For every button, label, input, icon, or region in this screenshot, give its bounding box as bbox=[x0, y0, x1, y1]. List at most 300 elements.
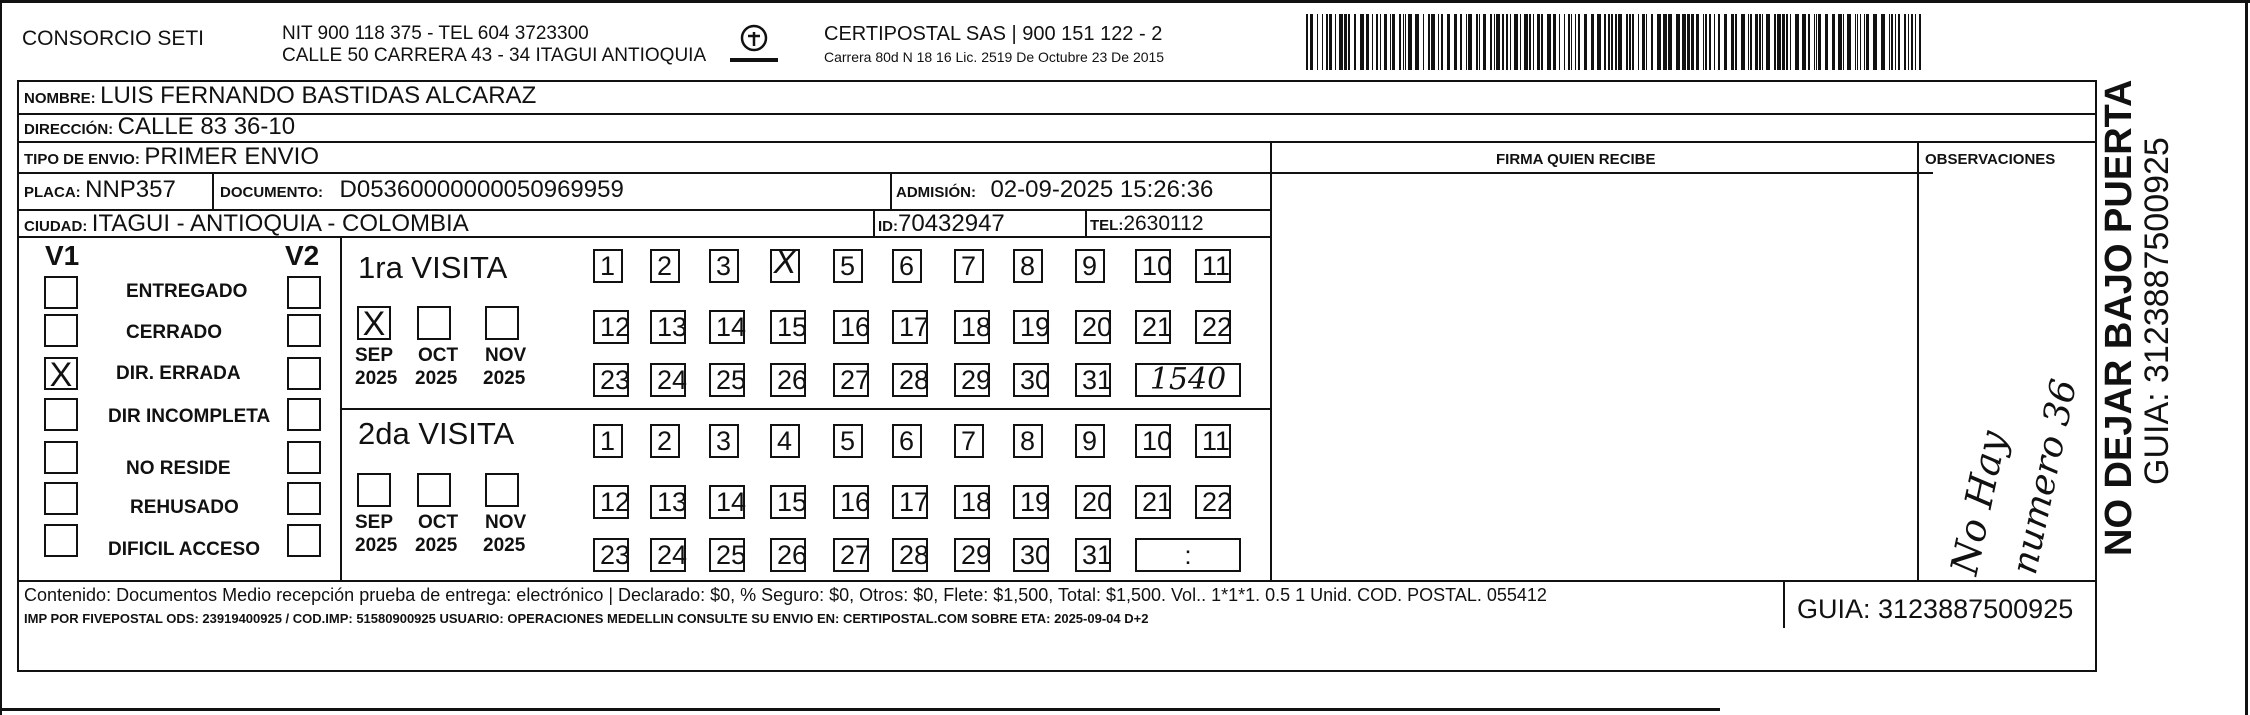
nombre-field bbox=[24, 84, 536, 108]
col-line bbox=[1085, 209, 1087, 237]
barcode-bar bbox=[1847, 14, 1851, 70]
day-box[interactable] bbox=[1013, 538, 1049, 572]
barcode-bar bbox=[1816, 14, 1817, 70]
day-number: 13 bbox=[657, 312, 688, 342]
barcode-bar bbox=[1786, 14, 1788, 70]
month-label: SEP bbox=[355, 345, 394, 366]
day-number: 3 bbox=[716, 426, 732, 456]
month-label: SEP bbox=[355, 512, 394, 533]
day-box[interactable] bbox=[650, 310, 686, 344]
top-border bbox=[0, 0, 2250, 3]
status-v1-checkbox[interactable] bbox=[44, 276, 78, 309]
v1-label: V1 bbox=[45, 240, 80, 271]
barcode-bar bbox=[1873, 14, 1877, 70]
barcode-bar bbox=[1317, 14, 1318, 70]
day-box[interactable] bbox=[954, 424, 984, 458]
barcode-bar bbox=[1629, 14, 1631, 70]
day-box[interactable] bbox=[954, 485, 990, 519]
day-number: 31 bbox=[1082, 365, 1113, 395]
documento-field bbox=[220, 178, 624, 202]
day-number: 18 bbox=[961, 487, 992, 517]
certipostal-license: Carrera 80d N 18 16 Lic. 2519 De Octubre 23 De 2015 bbox=[824, 49, 1165, 65]
checkbox-x-mark: X bbox=[49, 356, 73, 394]
day-number: 30 bbox=[1020, 540, 1051, 570]
status-v1-checkbox[interactable] bbox=[44, 524, 78, 557]
barcode-bar bbox=[1657, 14, 1661, 70]
side-guia: GUIA: 3123887500925 bbox=[2138, 137, 2176, 485]
barcode-bar bbox=[1408, 14, 1412, 70]
barcode-bar bbox=[1626, 14, 1628, 70]
barcode-bar bbox=[1431, 14, 1435, 70]
barcode-bar bbox=[1691, 14, 1694, 70]
day-box[interactable] bbox=[1135, 310, 1171, 344]
documento-value: D05360000000050969959 bbox=[339, 176, 624, 203]
barcode-bar bbox=[1496, 14, 1500, 70]
day-box[interactable] bbox=[954, 310, 990, 344]
day-box[interactable] bbox=[709, 424, 739, 458]
status-label: DIR. ERRADA bbox=[116, 363, 241, 384]
barcode-bar bbox=[1399, 14, 1401, 70]
side-warning: NO DEJAR BAJO PUERTA bbox=[2098, 79, 2140, 556]
day-number: 21 bbox=[1142, 487, 1173, 517]
day-number: 26 bbox=[777, 365, 808, 395]
status-v1-checkbox[interactable] bbox=[44, 482, 78, 515]
admision-field bbox=[896, 178, 1213, 202]
day-box[interactable] bbox=[1195, 249, 1231, 283]
barcode-bar bbox=[1895, 14, 1896, 70]
day-box[interactable] bbox=[650, 363, 686, 397]
col-line bbox=[340, 236, 342, 582]
day-box[interactable] bbox=[593, 249, 623, 283]
barcode-bar bbox=[1911, 14, 1913, 70]
day-box[interactable] bbox=[892, 249, 922, 283]
placa-value: NNP357 bbox=[85, 176, 176, 203]
barcode-bar bbox=[1441, 14, 1443, 70]
status-v2-checkbox[interactable] bbox=[287, 357, 321, 390]
day-box[interactable] bbox=[770, 485, 806, 519]
barcode-bar bbox=[1759, 14, 1761, 70]
col-line bbox=[1270, 141, 1272, 582]
documento-label: DOCUMENTO: bbox=[220, 184, 324, 201]
day-box[interactable] bbox=[1013, 310, 1049, 344]
day-box[interactable] bbox=[770, 424, 800, 458]
day-box[interactable] bbox=[1075, 363, 1111, 397]
barcode-bar bbox=[1537, 14, 1540, 70]
barcode-bar bbox=[1348, 14, 1350, 70]
day-box[interactable] bbox=[709, 485, 745, 519]
time-box[interactable] bbox=[1135, 538, 1241, 572]
col-line bbox=[1917, 141, 1919, 582]
month-checkbox[interactable] bbox=[485, 473, 519, 507]
status-label: DIFICIL ACCESO bbox=[108, 539, 261, 560]
direccion-label: DIRECCIÓN: bbox=[24, 121, 114, 138]
day-box[interactable] bbox=[593, 363, 629, 397]
day-box[interactable] bbox=[833, 249, 863, 283]
day-number: 12 bbox=[600, 312, 631, 342]
barcode-bar bbox=[1818, 14, 1821, 70]
day-number: 14 bbox=[716, 487, 747, 517]
day-box[interactable] bbox=[833, 363, 869, 397]
barcode-bar bbox=[1568, 14, 1570, 70]
visit1-title: 1ra VISITA bbox=[358, 250, 508, 285]
day-box[interactable] bbox=[833, 538, 869, 572]
status-label: NO RESIDE bbox=[126, 458, 231, 479]
barcode-bar bbox=[1405, 14, 1406, 70]
barcode-bar bbox=[1709, 14, 1711, 70]
barcode-bar bbox=[1376, 14, 1378, 70]
status-v2-checkbox[interactable] bbox=[287, 441, 321, 474]
firma-label: FIRMA QUIEN RECIBE bbox=[1496, 151, 1656, 168]
admision-label: ADMISIÓN: bbox=[896, 184, 976, 201]
barcode-bar bbox=[1615, 14, 1617, 70]
barcode-bar bbox=[1618, 14, 1622, 70]
barcode-bar bbox=[1510, 14, 1511, 70]
barcode-bar bbox=[1889, 14, 1890, 70]
day-number: 25 bbox=[716, 365, 747, 395]
day-number: 29 bbox=[961, 540, 992, 570]
day-number: 22 bbox=[1202, 312, 1233, 342]
certipostal-info: CERTIPOSTAL SAS | 900 151 122 - 2 bbox=[824, 23, 1163, 45]
barcode-bar bbox=[1825, 14, 1828, 70]
status-v2-checkbox[interactable] bbox=[287, 398, 321, 431]
barcode-bar bbox=[1766, 14, 1770, 70]
placa-label: PLACA: bbox=[24, 184, 81, 201]
barcode-bar bbox=[1479, 14, 1480, 70]
day-number: 27 bbox=[840, 365, 871, 395]
barcode-bar bbox=[1460, 14, 1462, 70]
barcode bbox=[1304, 14, 1926, 70]
day-number: 10 bbox=[1142, 251, 1173, 281]
barcode-bar bbox=[1339, 14, 1343, 70]
col-line bbox=[873, 209, 875, 237]
handwritten-note-1: No Hay bbox=[1942, 427, 2016, 579]
direccion-value: CALLE 83 36-10 bbox=[117, 113, 296, 140]
admision-value: 02-09-2025 15:26:36 bbox=[990, 176, 1214, 203]
month-checkbox[interactable] bbox=[357, 473, 391, 507]
day-number: 28 bbox=[899, 365, 930, 395]
barcode-bar bbox=[1597, 14, 1601, 70]
day-box[interactable] bbox=[770, 363, 806, 397]
barcode-bar bbox=[1755, 14, 1758, 70]
barcode-bar bbox=[1919, 14, 1921, 70]
barcode-bar bbox=[1553, 14, 1556, 70]
barcode-bar bbox=[1904, 14, 1906, 70]
barcode-bar bbox=[1326, 14, 1328, 70]
day-box[interactable] bbox=[1135, 485, 1171, 519]
day-number: 22 bbox=[1202, 487, 1233, 517]
day-box[interactable] bbox=[1013, 363, 1049, 397]
observaciones-label: OBSERVACIONES bbox=[1925, 151, 2056, 168]
ciudad-label: CIUDAD: bbox=[24, 218, 88, 235]
barcode-bar bbox=[1908, 14, 1909, 70]
row-line bbox=[17, 113, 2097, 115]
day-box[interactable] bbox=[1075, 538, 1111, 572]
row-line bbox=[17, 172, 1933, 174]
barcode-bar bbox=[1864, 14, 1865, 70]
barcode-bar bbox=[1741, 14, 1745, 70]
day-number: 7 bbox=[961, 251, 977, 281]
barcode-bar bbox=[1724, 14, 1727, 70]
tel-field bbox=[1090, 213, 1204, 234]
status-label: REHUSADO bbox=[130, 497, 239, 518]
day-number: 19 bbox=[1020, 312, 1051, 342]
checkbox-x-mark: X bbox=[362, 305, 386, 343]
day-number: 19 bbox=[1020, 487, 1051, 517]
time-value: : bbox=[1184, 540, 1192, 570]
company-address: CALLE 50 CARRERA 43 - 34 ITAGUI ANTIOQUIA bbox=[282, 45, 707, 66]
day-box[interactable] bbox=[709, 363, 745, 397]
year-label: 2025 bbox=[415, 368, 458, 389]
day-number: 8 bbox=[1020, 251, 1036, 281]
barcode-bar bbox=[1344, 14, 1347, 70]
barcode-bar bbox=[1547, 14, 1551, 70]
day-number: 4 bbox=[777, 426, 793, 456]
day-number: 2 bbox=[657, 251, 673, 281]
day-number: 14 bbox=[716, 312, 747, 342]
row-line bbox=[341, 408, 1271, 410]
day-number: 15 bbox=[777, 487, 808, 517]
tel-label: TEL: bbox=[1090, 217, 1124, 234]
v2-label: V2 bbox=[285, 240, 320, 271]
barcode-bar bbox=[1663, 14, 1667, 70]
direccion-field bbox=[24, 115, 295, 139]
barcode-bar bbox=[1795, 14, 1799, 70]
day-box[interactable] bbox=[892, 310, 928, 344]
barcode-bar bbox=[1392, 14, 1395, 70]
barcode-bar bbox=[1777, 14, 1781, 70]
barcode-bar bbox=[1584, 14, 1587, 70]
day-box[interactable] bbox=[1135, 249, 1171, 283]
barcode-bar bbox=[1646, 14, 1647, 70]
day-box[interactable] bbox=[1013, 249, 1043, 283]
tel-value: 2630112 bbox=[1123, 212, 1204, 235]
barcode-bar bbox=[1384, 14, 1387, 70]
barcode-bar bbox=[1541, 14, 1543, 70]
time-box[interactable] bbox=[1135, 363, 1241, 397]
barcode-bar bbox=[1438, 14, 1439, 70]
day-number: 16 bbox=[840, 312, 871, 342]
status-label: DIR INCOMPLETA bbox=[108, 406, 271, 427]
day-number: 18 bbox=[961, 312, 992, 342]
day-number: 15 bbox=[777, 312, 808, 342]
id-label: ID: bbox=[878, 218, 898, 235]
status-v1-checkbox[interactable] bbox=[44, 398, 78, 431]
month-checkbox[interactable] bbox=[357, 305, 391, 343]
day-box[interactable] bbox=[833, 310, 869, 344]
footer-imp: IMP POR FIVEPOSTAL ODS: 23919400925 / COD.IMP: 51580900925 USUARIO: OPERACIONES MEDELLIN CONSULTE SU ENVIO EN: CERTIPOSTAL.COM SOBRE ETA: 2025-09-04 D+2 bbox=[24, 611, 1149, 626]
barcode-bar bbox=[1366, 14, 1369, 70]
day-number: 11 bbox=[1202, 426, 1231, 456]
col-line bbox=[212, 172, 214, 210]
col-line bbox=[1783, 580, 1785, 628]
barcode-bar bbox=[1564, 14, 1565, 70]
day-box[interactable] bbox=[770, 243, 800, 283]
day-x-mark: X bbox=[773, 243, 797, 281]
col-line bbox=[890, 172, 892, 210]
footer-contenido: Contenido: Documentos Medio recepción prueba de entrega: electrónico | Declarado: $0, % Seguro: $0, Otros: $0, Flete: $1,500, Total: $1,500. Vol.. 1*1*1. 0.5 1 Unid. COD. POSTAL. 055412 bbox=[24, 585, 1547, 605]
day-box[interactable] bbox=[593, 538, 629, 572]
status-v2-checkbox[interactable] bbox=[287, 314, 321, 347]
barcode-bar bbox=[1415, 14, 1419, 70]
day-number: 8 bbox=[1020, 426, 1036, 456]
day-box[interactable] bbox=[650, 538, 686, 572]
day-number: 17 bbox=[899, 487, 930, 517]
day-box[interactable] bbox=[892, 363, 928, 397]
tipo-label: TIPO DE ENVIO: bbox=[24, 151, 140, 168]
form-frame bbox=[17, 80, 2097, 672]
barcode-bar bbox=[1762, 14, 1763, 70]
month-label: OCT bbox=[418, 512, 459, 533]
barcode-bar bbox=[1611, 14, 1613, 70]
day-box[interactable] bbox=[709, 249, 739, 283]
day-box[interactable] bbox=[1195, 424, 1231, 458]
day-box[interactable] bbox=[593, 310, 629, 344]
day-box[interactable] bbox=[1075, 310, 1111, 344]
barcode-bar bbox=[1306, 14, 1308, 70]
day-number: 16 bbox=[840, 487, 871, 517]
day-number: 9 bbox=[1082, 251, 1098, 281]
day-box[interactable] bbox=[770, 310, 806, 344]
day-number: 27 bbox=[840, 540, 871, 570]
barcode-bar bbox=[1604, 14, 1606, 70]
barcode-bar bbox=[1632, 14, 1634, 70]
day-box[interactable] bbox=[954, 249, 984, 283]
day-number: 5 bbox=[840, 251, 856, 281]
barcode-bar bbox=[1390, 14, 1391, 70]
day-number: 20 bbox=[1082, 312, 1113, 342]
observaciones-handwritten bbox=[1925, 220, 2086, 579]
day-box[interactable] bbox=[892, 485, 928, 519]
day-box[interactable] bbox=[1075, 424, 1105, 458]
day-number: 13 bbox=[657, 487, 688, 517]
day-number: 31 bbox=[1082, 540, 1113, 570]
day-number: 23 bbox=[600, 540, 631, 570]
status-v2-checkbox[interactable] bbox=[287, 482, 321, 515]
row-line bbox=[17, 141, 2097, 143]
barcode-bar bbox=[1329, 14, 1332, 70]
barcode-bar bbox=[1774, 14, 1776, 70]
day-number: 1 bbox=[600, 426, 616, 456]
tipo-field bbox=[24, 145, 319, 169]
barcode-bar bbox=[1476, 14, 1478, 70]
barcode-bar bbox=[1682, 14, 1686, 70]
day-number: 1 bbox=[600, 251, 616, 281]
day-box[interactable] bbox=[650, 249, 680, 283]
ciudad-value: ITAGUI - ANTIOQUIA - COLOMBIA bbox=[91, 210, 469, 237]
company-name: CONSORCIO SETI bbox=[22, 27, 205, 50]
day-box[interactable] bbox=[1135, 424, 1171, 458]
nit-tel: NIT 900 118 375 - TEL 604 3723300 bbox=[282, 23, 589, 44]
day-number: 5 bbox=[840, 426, 856, 456]
barcode-bar bbox=[1843, 14, 1844, 70]
barcode-bar bbox=[1891, 14, 1893, 70]
status-v2-checkbox[interactable] bbox=[287, 524, 321, 557]
status-v2-checkbox[interactable] bbox=[287, 276, 321, 309]
day-number: 23 bbox=[600, 365, 631, 395]
right-border bbox=[2245, 0, 2248, 715]
barcode-bar bbox=[1591, 14, 1594, 70]
day-box[interactable] bbox=[593, 424, 623, 458]
day-box[interactable] bbox=[1075, 249, 1105, 283]
time-handwritten: 1540 bbox=[1149, 362, 1227, 397]
day-box[interactable] bbox=[892, 538, 928, 572]
barcode-bar bbox=[1808, 14, 1810, 70]
day-box[interactable] bbox=[1013, 485, 1049, 519]
barcode-bar bbox=[1506, 14, 1508, 70]
month-label: NOV bbox=[485, 512, 527, 533]
barcode-bar bbox=[1454, 14, 1457, 70]
barcode-bar bbox=[1814, 14, 1815, 70]
day-box[interactable] bbox=[770, 538, 806, 572]
day-box[interactable] bbox=[954, 363, 990, 397]
day-box[interactable] bbox=[593, 485, 629, 519]
day-box[interactable] bbox=[650, 485, 686, 519]
day-box[interactable] bbox=[892, 424, 922, 458]
placa-field bbox=[24, 178, 176, 202]
day-number: 24 bbox=[657, 365, 688, 395]
barcode-bar bbox=[1855, 14, 1856, 70]
barcode-bar bbox=[1608, 14, 1610, 70]
barcode-bar bbox=[1559, 14, 1560, 70]
day-box[interactable] bbox=[1013, 424, 1043, 458]
day-box[interactable] bbox=[709, 538, 745, 572]
barcode-bar bbox=[1687, 14, 1690, 70]
day-number: 10 bbox=[1142, 426, 1173, 456]
day-box[interactable] bbox=[709, 310, 745, 344]
day-box[interactable] bbox=[1195, 310, 1231, 344]
day-number: 29 bbox=[961, 365, 992, 395]
day-number: 26 bbox=[777, 540, 808, 570]
barcode-bar bbox=[1838, 14, 1842, 70]
barcode-bar bbox=[1735, 14, 1737, 70]
day-box[interactable] bbox=[954, 538, 990, 572]
barcode-bar bbox=[1832, 14, 1835, 70]
month-checkbox[interactable] bbox=[485, 306, 519, 340]
day-box[interactable] bbox=[1195, 485, 1231, 519]
barcode-bar bbox=[1514, 14, 1518, 70]
barcode-bar bbox=[1881, 14, 1885, 70]
year-label: 2025 bbox=[355, 535, 398, 556]
day-box[interactable] bbox=[833, 424, 863, 458]
day-number: 21 bbox=[1142, 312, 1173, 342]
status-v1-checkbox[interactable] bbox=[44, 356, 78, 394]
barcode-bar bbox=[1651, 14, 1653, 70]
barcode-bar bbox=[1705, 14, 1707, 70]
barcode-bar bbox=[1676, 14, 1680, 70]
month-checkbox[interactable] bbox=[417, 473, 451, 507]
bottom-border bbox=[0, 708, 1720, 711]
month-label: NOV bbox=[485, 345, 527, 366]
barcode-bar bbox=[1468, 14, 1472, 70]
day-number: 9 bbox=[1082, 426, 1098, 456]
visit2-title: 2da VISITA bbox=[358, 416, 515, 451]
day-number: 30 bbox=[1020, 365, 1051, 395]
status-v1-checkbox[interactable] bbox=[44, 314, 78, 347]
day-box[interactable] bbox=[1075, 485, 1111, 519]
day-number: 24 bbox=[657, 540, 688, 570]
day-box[interactable] bbox=[650, 424, 680, 458]
barcode-bar bbox=[1354, 14, 1356, 70]
day-box[interactable] bbox=[833, 485, 869, 519]
status-v1-checkbox[interactable] bbox=[44, 441, 78, 474]
ciudad-field bbox=[24, 212, 469, 236]
year-label: 2025 bbox=[415, 535, 458, 556]
month-checkbox[interactable] bbox=[417, 306, 451, 340]
day-number: 20 bbox=[1082, 487, 1113, 517]
barcode-bar bbox=[1782, 14, 1785, 70]
barcode-bar bbox=[1335, 14, 1336, 70]
barcode-bar bbox=[1483, 14, 1486, 70]
